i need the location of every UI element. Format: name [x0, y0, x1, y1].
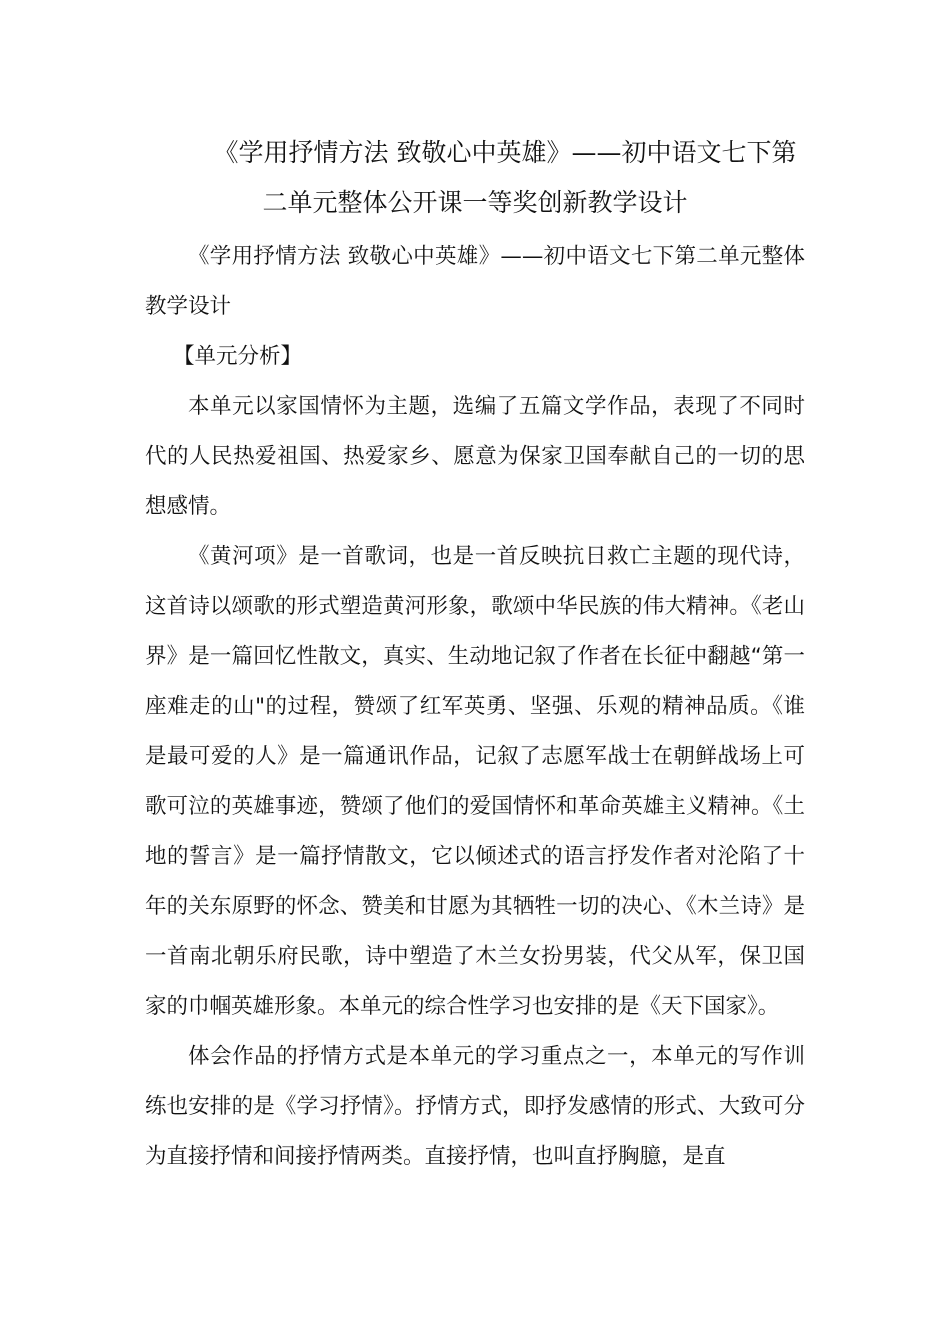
body-paragraph-2: 《黄河项》是一首歌词，也是一首反映抗日救亡主题的现代诗，这首诗以颂歌的形式塑造黄河形象，歌颂中华民族的伟大精神。《老山界》是一篇回忆性散文，真实、生动地记叙了作者在长征中翻越“第一座难走的山"的过程，赞颂了红军英勇、坚强、乐观的精神品质。《谁是最可爱的人》是一篇通讯作品，记叙了志愿军战士在朝鲜战场上可歌可泣的英雄事迹，赞颂了他们的爱国情怀和革命英雄主义精神。《土地的誓言》是一篇抒情散文，它以倾述式的语言抒发作者对沦陷了十年的关东原野的怀念、赞美和甘愿为其牺牲一切的决心、《木兰诗》是一首南北朝乐府民歌，诗中塑造了木兰女扮男装，代父从军，保卫国家的巾帼英雄形象。本单元的综合性学习也安排的是《天下国家》。 [145, 544, 805, 1019]
document-title [145, 128, 805, 228]
title-line-1: 《学用抒情方法 致敬心中英雄》——初中语文七下第 [213, 138, 797, 167]
body-paragraph-1: 本单元以家国情怀为主题，选编了五篇文学作品，表现了不同时代的人民热爱祖国、热爱家乡、愿意为保家卫国奉献自己的一切的思想感情。 [145, 394, 805, 519]
title-line-2: 二单元整体公开课一等奖创新教学设计 [262, 188, 688, 217]
section-heading: 【单元分析】 [172, 344, 302, 369]
body-paragraph-3: 体会作品的抒情方式是本单元的学习重点之一，本单元的写作训练也安排的是《学习抒情》。抒情方式，即抒发感情的形式、大致可分为直接抒情和间接抒情两类。直接抒情，也叫直抒胸臆，是直 [145, 1044, 805, 1169]
subtitle-paragraph: 《学用抒情方法 致敬心中英雄》——初中语文七下第二单元整体教学设计 [145, 244, 805, 319]
